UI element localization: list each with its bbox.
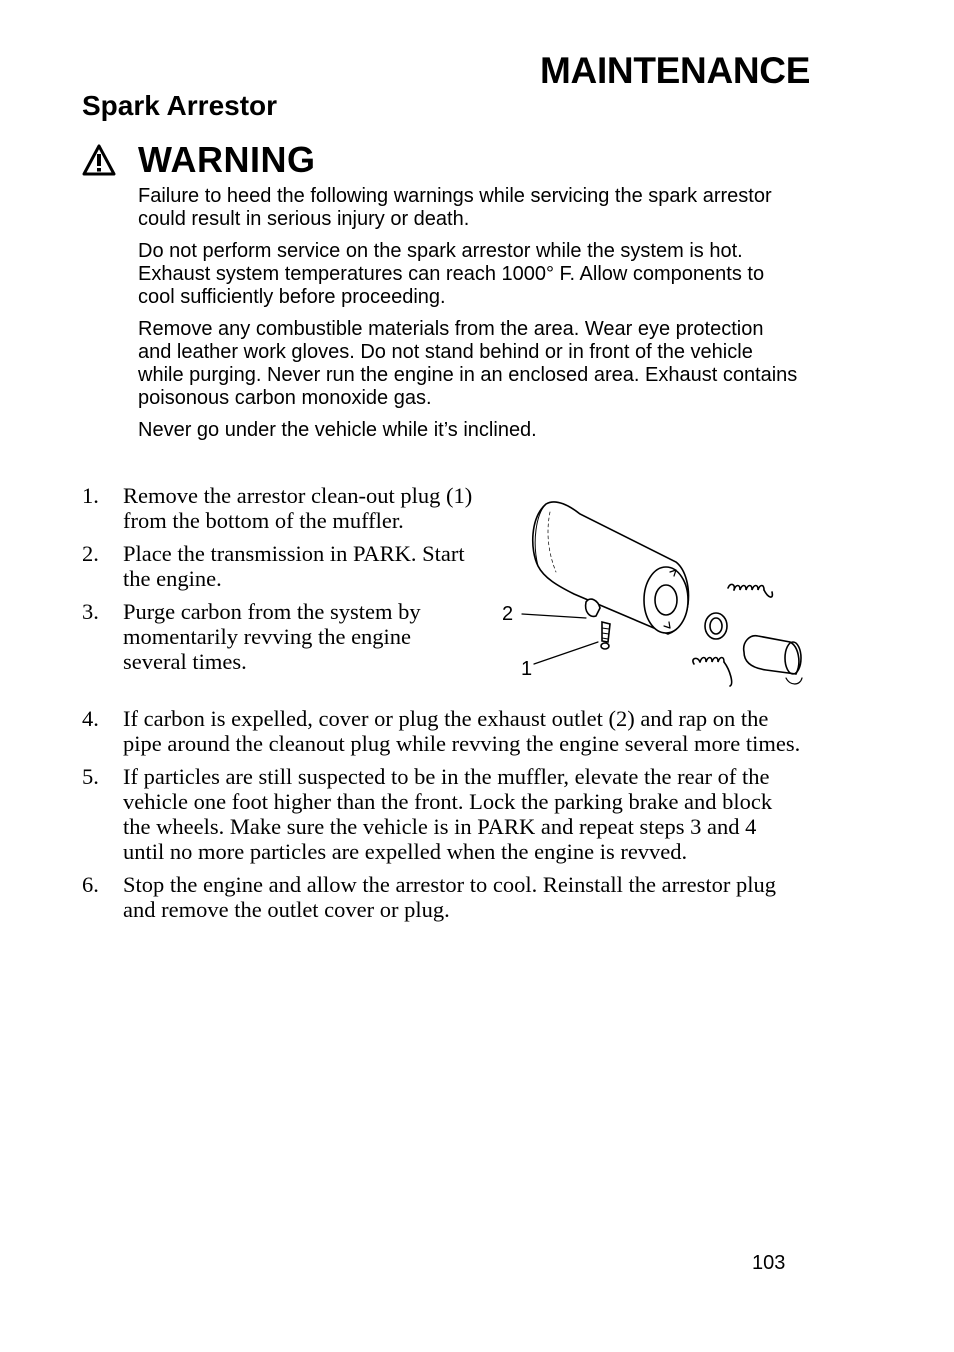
muffler-illustration bbox=[490, 492, 810, 697]
gasket-ring bbox=[705, 613, 727, 639]
step-text: Stop the engine and allow the arrestor to cool. Reinstall the arrestor plug and remove the outlet cover or plug. bbox=[123, 872, 776, 922]
step-item bbox=[82, 764, 802, 864]
spring-lower bbox=[693, 658, 732, 687]
callout-1-leader bbox=[534, 642, 598, 664]
step-text: If particles are still suspected to be in the muffler, elevate the rear of the vehicle one foot higher than the front. Lock the parking brake and block the wheels. Make sure the vehicle is in PARK and repeat steps 3 and 4 until no more particles are expelled when the engine is revved. bbox=[123, 764, 773, 864]
step-text: If carbon is expelled, cover or plug the exhaust outlet (2) and rap on the pipe around the cleanout plug while revving the engine several more times. bbox=[123, 706, 801, 756]
section-title: Spark Arrestor bbox=[82, 90, 278, 121]
section-header: MAINTENANCE bbox=[540, 50, 811, 91]
step-item bbox=[82, 599, 474, 674]
page-number: 103 bbox=[752, 1252, 786, 1274]
step-text: Place the transmission in PARK. Start the engine. bbox=[123, 541, 465, 591]
warning-paragraph: Never go under the vehicle while it’s inclined. bbox=[138, 419, 537, 441]
step-number: 1. bbox=[82, 483, 99, 508]
warning-body bbox=[138, 185, 798, 451]
warning-paragraph: Failure to heed the following warnings while servicing the spark arrestor could result in serious injury or death. bbox=[138, 185, 772, 230]
callout-2-label: 2 bbox=[502, 603, 514, 625]
step-item bbox=[82, 483, 474, 533]
callout-2-leader bbox=[522, 614, 586, 618]
steps-list-bottom bbox=[82, 706, 802, 930]
step-number: 3. bbox=[82, 599, 99, 624]
tailpipe bbox=[744, 636, 802, 684]
warning-paragraph: Remove any combustible materials from the area. Wear eye protection and leather work gloves. Do not stand behind or in front of the vehicle while purging. Never run the engine in an enclosed area. Exhaust contains poisonous carbon monoxide gas. bbox=[138, 318, 798, 409]
step-item bbox=[82, 706, 802, 756]
step-number: 4. bbox=[82, 706, 99, 731]
step-text: Remove the arrestor clean-out plug (1) from the bottom of the muffler. bbox=[123, 483, 473, 533]
warning-title: WARNING bbox=[138, 139, 316, 180]
warning-heading bbox=[82, 138, 316, 182]
step-number: 2. bbox=[82, 541, 99, 566]
warning-triangle-icon bbox=[82, 144, 116, 176]
step-number: 6. bbox=[82, 872, 99, 897]
step-number: 5. bbox=[82, 764, 99, 789]
warning-paragraph: Do not perform service on the spark arrestor while the system is hot. Exhaust system temperatures can reach 1000° F. Allow components to cool sufficiently before proceeding. bbox=[138, 240, 765, 308]
callout-1-label: 1 bbox=[521, 658, 533, 680]
spring-upper bbox=[728, 584, 772, 597]
step-item bbox=[82, 872, 802, 922]
steps-list-top bbox=[82, 483, 474, 682]
step-text: Purge carbon from the system by momentarily revving the engine several times. bbox=[123, 599, 421, 674]
cleanout-plug bbox=[601, 622, 610, 649]
step-item bbox=[82, 541, 474, 591]
muffler-body bbox=[533, 502, 689, 634]
